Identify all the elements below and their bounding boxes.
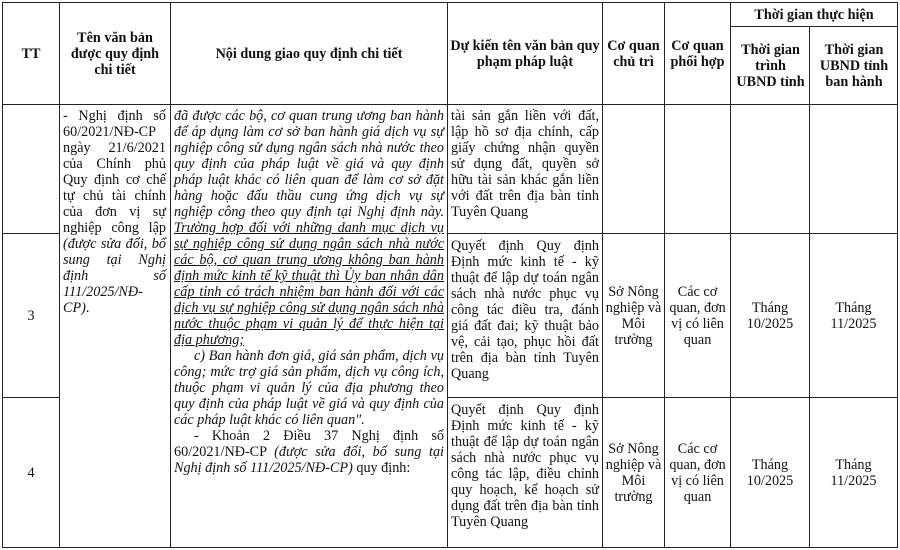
row-4-thoi-gian-ban-hanh: Tháng 11/2025: [830, 456, 877, 489]
row-4-phoi-hop: Các cơ quan, đơn vị có liên quan: [669, 440, 726, 505]
content-underlined-passage: Trường hợp đối với những danh mục dịch vụ sự nghiệp công sử dụng ngân sách nhà nước các bộ, cơ quan trung ương không ban hành định mức kinh tế kỹ thuật thì Ủy ban nhân dân cấp tỉnh có trách nhiệm ban hành đối với các dịch vụ sự nghiệp công sử dụng ngân sách nhà nước thuộc phạm vi quản lý để thực hiện tại địa phương;: [174, 220, 444, 348]
col-divider-6: [730, 2, 731, 548]
document-name-amendment: (được sửa đổi, bổ sung tại Nghị định số 111/2025/NĐ-CP): [63, 236, 166, 316]
header-noi-dung: Nội dung giao quy định chi tiết: [215, 45, 403, 62]
content-clause-amendment: (được sửa đổi, bổ sung tại Nghị định số 111/2025/NĐ-CP): [174, 444, 444, 476]
row-4-tt: 4: [27, 464, 35, 481]
header-ten-van-ban: Tên văn bản được quy định chi tiết: [70, 29, 160, 78]
col-divider-4: [602, 2, 603, 548]
document-name-text: - Nghị định số 60/2021/NĐ-CP ngày 21/6/2021 của Chính phủ Quy định cơ chế tự chủ tài chính của đơn vị sự nghiệp công lập: [63, 108, 166, 236]
row-continued-du-kien: tài sản gắn liền với đất, lập hồ sơ địa chính, cấp giấy chứng nhận quyền sử dụng đất, quyền sở hữu tài sản khác gắn liền với đất trên địa bàn tỉnh Tuyên Quang: [451, 108, 599, 220]
col-divider-2: [170, 2, 171, 548]
row-3-tt: 3: [27, 307, 35, 324]
col-divider-7: [809, 26, 810, 548]
header-bottom-border: [2, 104, 898, 105]
assignment-content-cell: [174, 108, 444, 546]
col-divider-3: [447, 2, 448, 548]
content-paragraph-c: c) Ban hành đơn giá, giá sản phẩm, dịch vụ công; mức trợ giá sản phẩm, dịch vụ công ích, thuộc phạm vi quản lý của địa phương theo quy định của pháp luật về giá và quy định của các pháp luật khác có liên quan".: [174, 348, 444, 428]
content-paragraph-b: đã được các bộ, cơ quan trung ương ban hành để áp dụng làm cơ sở ban hành giá dịch vụ sự nghiệp công sử dụng ngân sách nhà nước theo quy định của pháp luật về giá và quy định pháp luật khác có liên quan để làm cơ sở đặt hàng hoặc đấu thầu cung ứng dịch vụ sự nghiệp công theo quy định tại Nghị định này.: [174, 108, 444, 220]
row-3-thoi-gian-ban-hanh: Tháng 11/2025: [830, 299, 877, 332]
document-name-cell: [63, 108, 166, 318]
row-3-thoi-gian-trinh: Tháng 10/2025: [746, 299, 794, 332]
header-thoi-gian: Thời gian thực hiện: [754, 6, 874, 23]
table-border-bottom: [2, 547, 898, 548]
content-clause-prefix: - Khoản 2 Điều 37 Nghị định số 60/2021/NĐ-CP: [174, 428, 444, 460]
row-4-thoi-gian-trinh: Tháng 10/2025: [746, 456, 794, 489]
header-co-quan-chu-tri: Cơ quan chủ trì: [607, 37, 660, 70]
col-divider-5: [664, 2, 665, 548]
header-thoi-gian-trinh: Thời gian trình UBND tỉnh: [736, 41, 805, 90]
col-divider-1: [59, 2, 60, 548]
header-co-quan-phoi-hop: Cơ quan phối hợp: [670, 37, 725, 70]
row-3-chu-tri: Sở Nông nghiệp và Môi trường: [605, 283, 662, 348]
row-3-du-kien: Quyết định Quy định Định mức kinh tế - kỹ thuật để lập dự toán ngân sách nhà nước phục vụ công tác điều tra, đánh giá đất đai; kỹ thuật bảo vệ, cải tạo, phục hồi đất trên địa bàn tỉnh Tuyên Quang: [451, 238, 599, 382]
content-clause-suffix: quy định:: [352, 460, 411, 476]
document-name-end: .: [85, 300, 90, 316]
table-border-right: [897, 2, 898, 548]
header-du-kien: Dự kiến tên văn bản quy phạm pháp luật: [450, 37, 600, 70]
row-4-du-kien: Quyết định Quy định Định mức kinh tế - kỹ thuật để lập dự toán ngân sách nhà nước phục vụ công tác lập, điều chỉnh quy hoạch, kế hoạch sử dụng đất trên địa bàn tỉnh Tuyên Quang: [451, 402, 599, 530]
row-4-chu-tri: Sở Nông nghiệp và Môi trường: [605, 440, 662, 505]
header-thoi-gian-ban-hanh: Thời gian UBND tỉnh ban hành: [819, 41, 889, 90]
row-3-phoi-hop: Các cơ quan, đơn vị có liên quan: [669, 283, 726, 348]
header-tt: TT: [21, 45, 41, 62]
